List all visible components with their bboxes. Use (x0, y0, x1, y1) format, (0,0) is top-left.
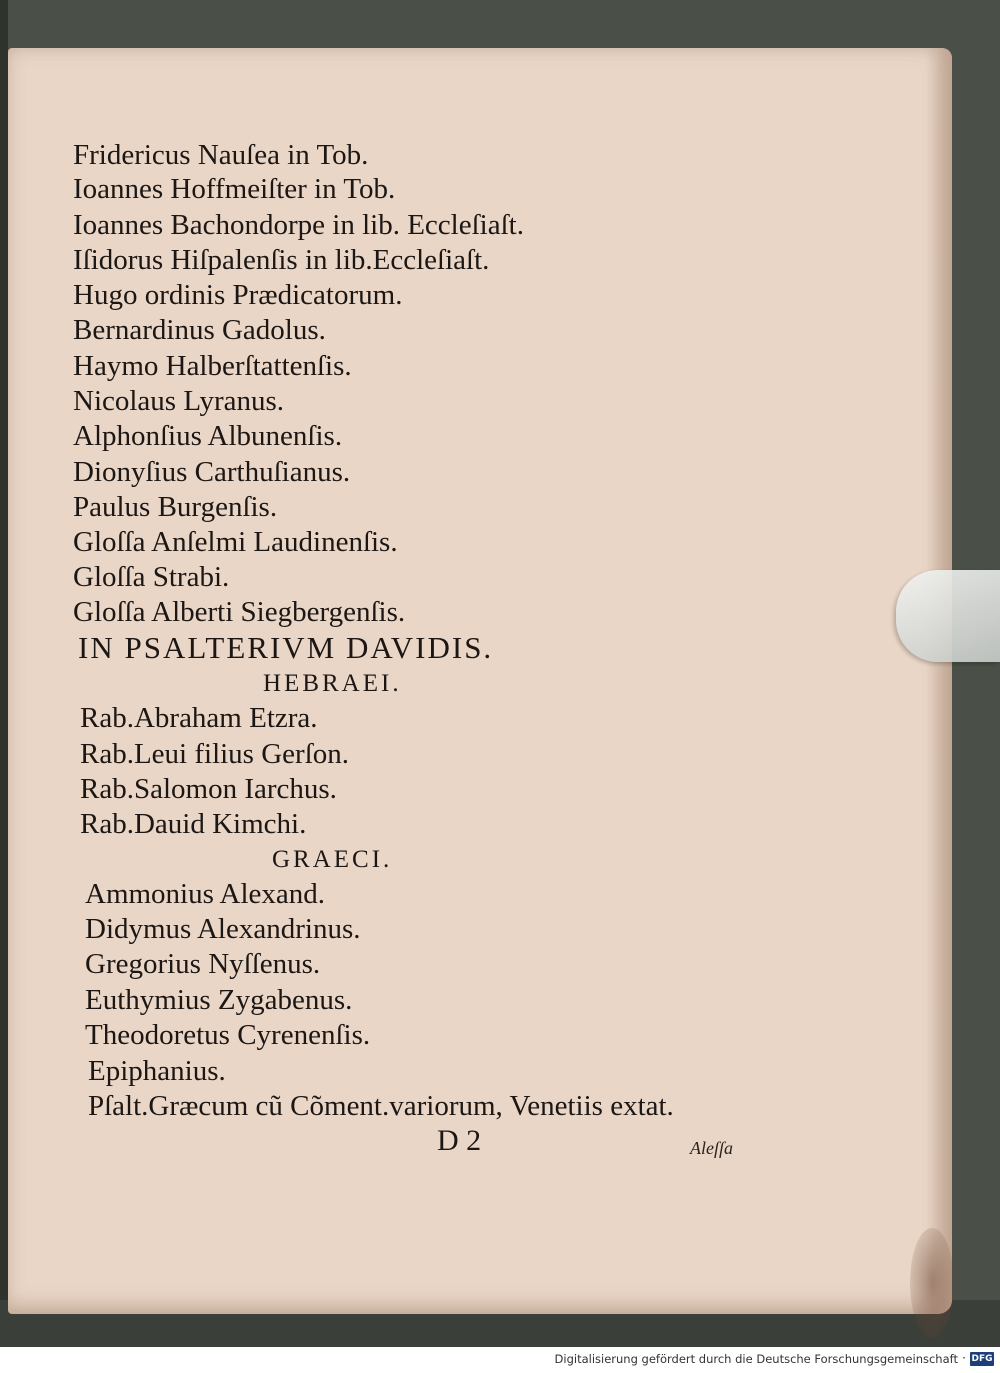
text-line: Ioannes Bachondorpe in lib. Eccleſiaſt. (73, 209, 524, 241)
text-line: Rab.Abraham Etzra. (80, 702, 318, 734)
text-line: Nicolaus Lyranus. (73, 385, 285, 417)
footer-separator: · (962, 1351, 966, 1365)
text-line: Ioannes Hoffmeiſter in Tob. (73, 173, 396, 205)
text-line: Fridericus Nauſea in Tob. (73, 139, 369, 171)
subheading-hebraei: HEBRAEI. (263, 670, 402, 697)
text-line: Gloſſa Strabi. (73, 561, 230, 593)
text-line: Iſidorus Hiſpalenſis in lib.Eccleſiaſt. (73, 244, 490, 276)
text-line: Gregorius Nyſſenus. (85, 948, 321, 980)
page-signature: D 2 (437, 1124, 482, 1157)
text-line: Euthymius Zygabenus. (85, 984, 353, 1016)
text-line: Theodoretus Cyrenenſis. (85, 1019, 371, 1051)
text-line: Paulus Burgenſis. (73, 491, 278, 523)
catchword: Aleſſa (690, 1138, 733, 1158)
text-line: Dionyſius Carthuſianus. (73, 456, 351, 488)
text-line: Hugo ordinis Prædicatorum. (73, 279, 403, 311)
text-line: Bernardinus Gadolus. (73, 314, 326, 346)
text-line: Rab.Leui filius Gerſon. (80, 738, 350, 770)
subheading-graeci: GRAECI. (272, 846, 393, 873)
text-line: Gloſſa Alberti Siegbergenſis. (73, 596, 406, 628)
text-line: Alphonſius Albunenſis. (73, 420, 343, 452)
text-line: Haymo Halberſtattenſis. (73, 350, 352, 382)
footer-bar (0, 1347, 1000, 1373)
text-line: Ammonius Alexand. (85, 878, 326, 910)
dfg-logo-icon[interactable]: DFG (971, 1354, 993, 1364)
section-heading: IN PSALTERIVM DAVIDIS. (78, 630, 494, 665)
footer-credit: Digitalisierung gefördert durch die Deutsche Forschungsgemeinschaft (554, 1352, 958, 1366)
text-line: Rab.Salomon Iarchus. (80, 773, 337, 805)
text-line: Gloſſa Anſelmi Laudinenſis. (73, 526, 398, 558)
text-line: Epiphanius. (88, 1055, 226, 1087)
text-line: Didymus Alexandrinus. (85, 913, 361, 945)
text-line: Pſalt.Græcum cũ Cõment.variorum, Venetiis extat. (88, 1090, 674, 1122)
text-line: Rab.Dauid Kimchi. (80, 808, 307, 840)
